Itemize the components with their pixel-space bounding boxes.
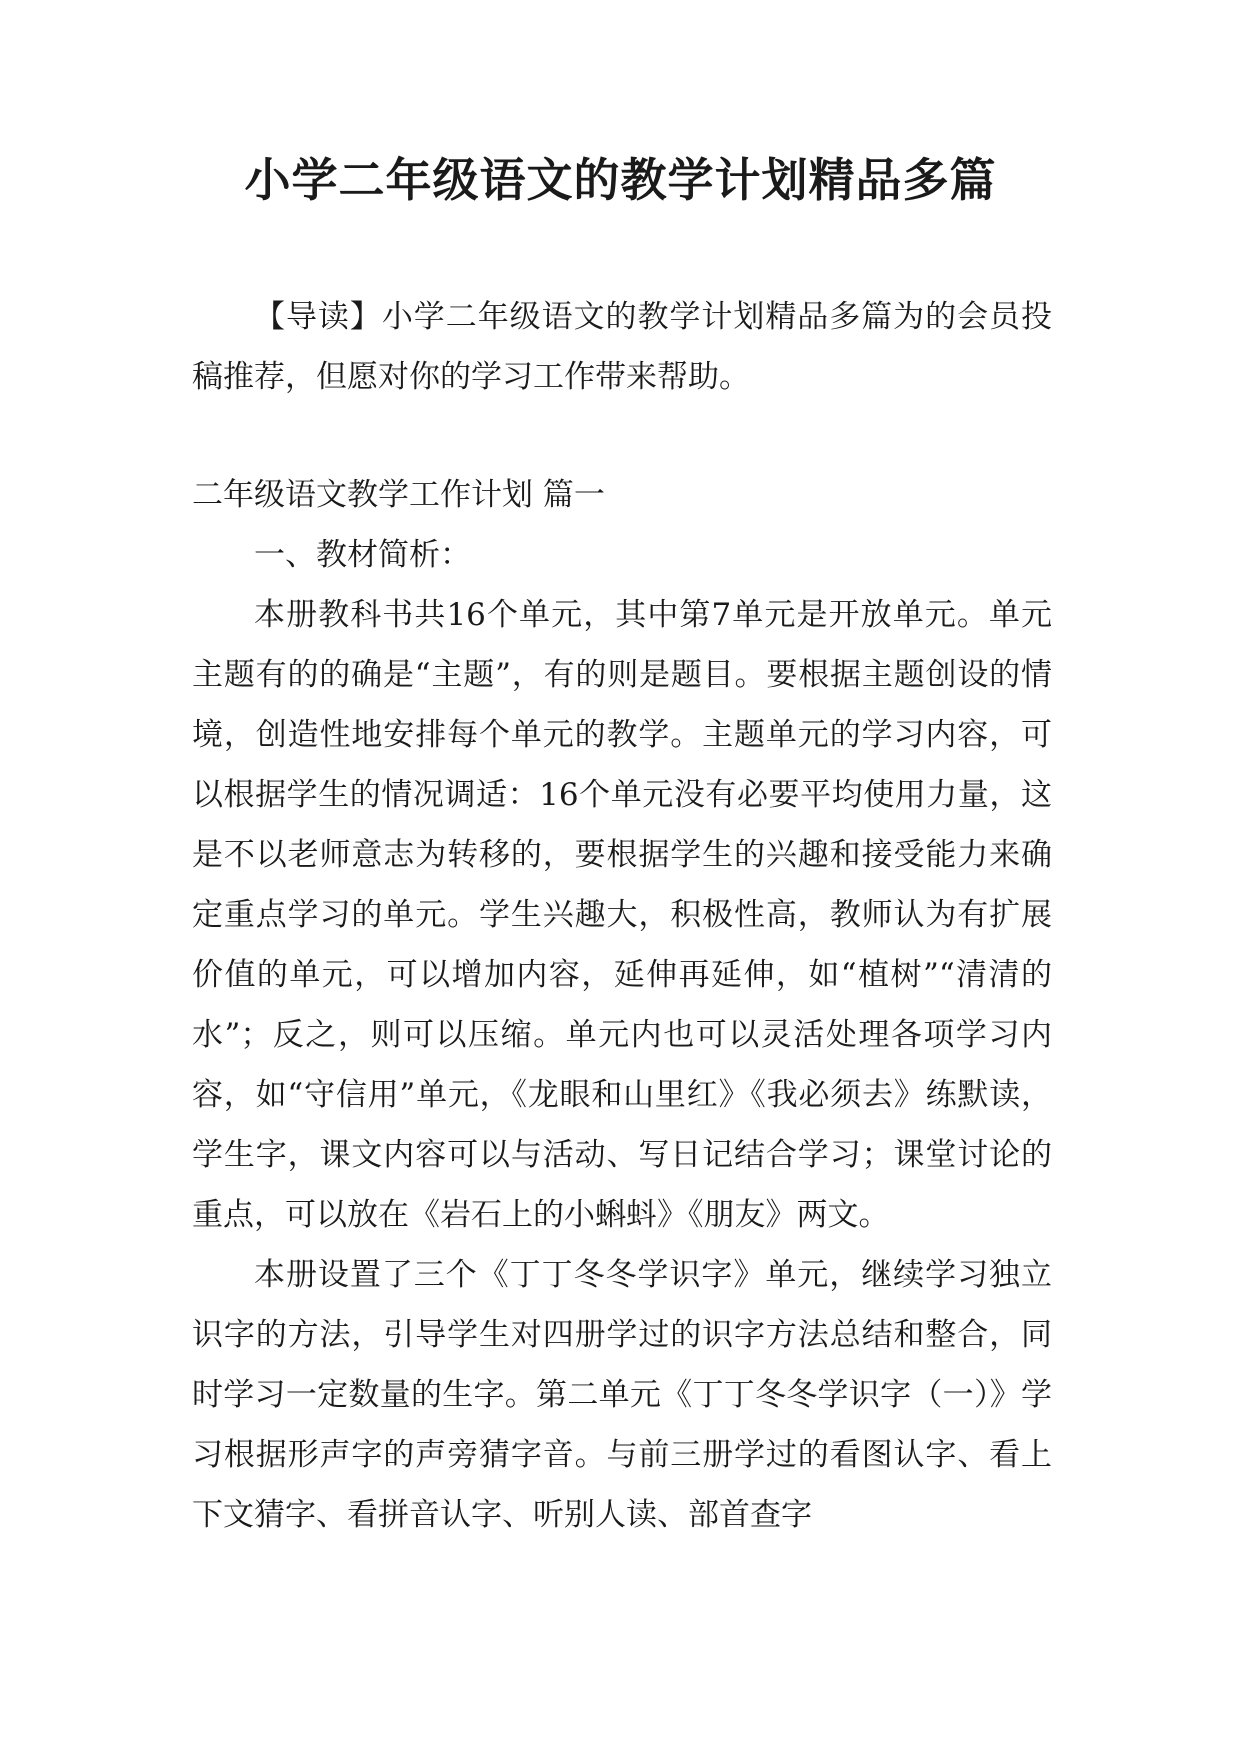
document-body bbox=[192, 287, 1052, 1545]
document-title: 小学二年级语文的教学计划精品多篇 bbox=[244, 153, 997, 207]
section-spacer bbox=[192, 407, 1052, 465]
body-paragraph-2: 本册设置了三个《丁丁冬冬学识字》单元，继续学习独立识字的方法，引导学生对四册学过的识字方法总结和整合，同时学习一定数量的生字。第二单元《丁丁冬冬学识字（一）》学习根据形声字的声旁猜字音。与前三册学过的看图认字、看上下文猜字、看拼音认字、听别人读、部首查字 bbox=[192, 1257, 1052, 1533]
section-heading: 二年级语文教学工作计划 篇一 bbox=[192, 477, 605, 513]
intro-paragraph: 【导读】小学二年级语文的教学计划精品多篇为的会员投稿推荐，但愿对你的学习工作带来帮助。 bbox=[192, 299, 1052, 395]
body-paragraph-1: 本册教科书共16个单元，其中第7单元是开放单元。单元主题有的的确是“主题”，有的则是题目。要根据主题创设的情境，创造性地安排每个单元的教学。主题单元的学习内容，可以根据学生的情况调适：16个单元没有必要平均使用力量，这是不以老师意志为转移的，要根据学生的兴趣和接受能力来确定重点学习的单元。学生兴趣大，积极性高，教师认为有扩展价值的单元，可以增加内容，延伸再延伸，如“植树”“清清的水”；反之，则可以压缩。单元内也可以灵活处理各项学习内容，如“守信用”单元，《龙眼和山里红》《我必须去》练默读，学生字，课文内容可以与活动、写日记结合学习；课堂讨论的重点，可以放在《岩石上的小蝌蚪》《朋友》两文。 bbox=[192, 597, 1052, 1233]
subheading: 一、教材简析： bbox=[254, 537, 471, 573]
